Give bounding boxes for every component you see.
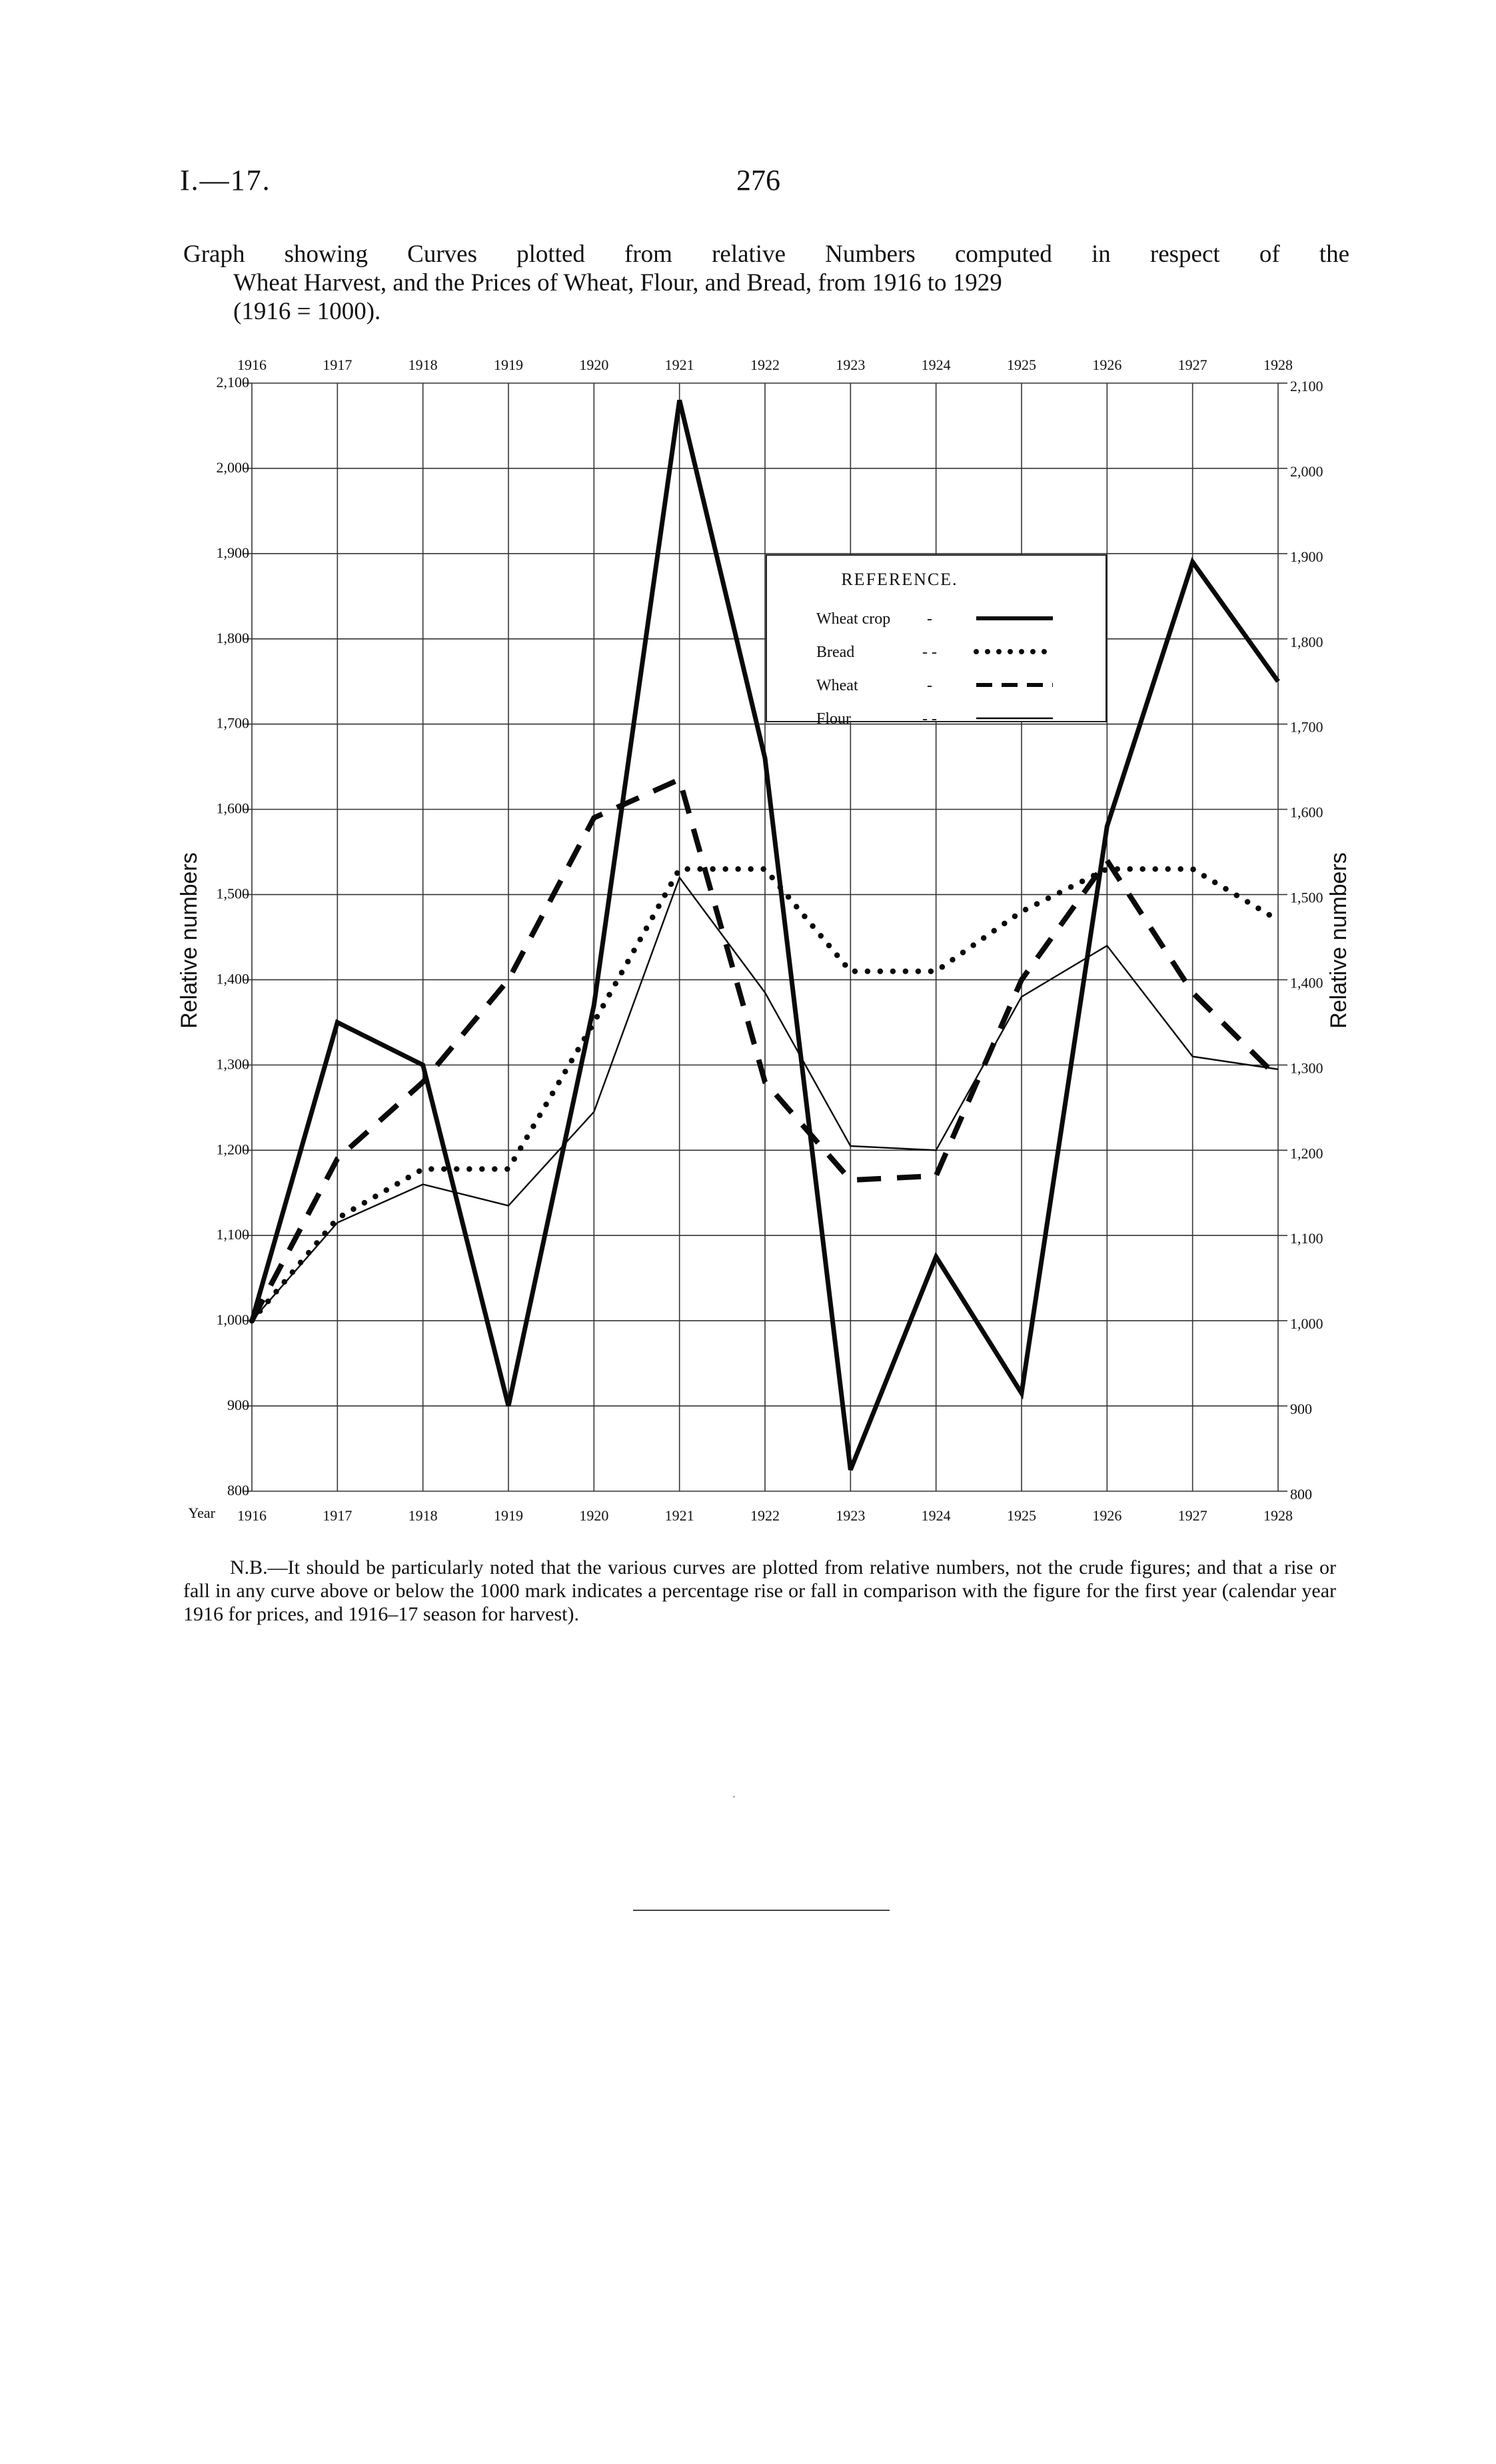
x-tick-label-top: 1921 [664, 356, 694, 373]
y-tick-label-right: 1,200 [1290, 1145, 1323, 1162]
y-tick-label-left: 1,100 [216, 1226, 249, 1243]
y-tick-label-right: 800 [1290, 1486, 1312, 1503]
x-tick-label-bottom: 1927 [1177, 1507, 1207, 1524]
title-line-2: Wheat Harvest, and the Prices of Wheat, Flour, and Bread, from 1916 to 1929 [233, 269, 1002, 297]
x-tick-label-top: 1925 [1007, 356, 1036, 373]
y-tick-label-right: 2,100 [1290, 378, 1323, 394]
y-tick-label-left: 1,800 [216, 629, 249, 646]
y-tick-label-left: 800 [227, 1482, 249, 1499]
y-tick-label-left: 1,500 [216, 885, 249, 902]
legend-separator: - - [922, 644, 937, 661]
y-tick-label-left: 1,300 [216, 1055, 249, 1073]
legend-separator: - [927, 677, 932, 694]
x-tick-label-bottom: 1918 [408, 1507, 438, 1524]
y-tick-label-left: 1,900 [216, 544, 249, 561]
x-tick-label-bottom: 1928 [1263, 1507, 1293, 1524]
y-tick-label-right: 1,800 [1290, 633, 1323, 650]
legend-label: Bread [816, 644, 855, 661]
x-tick-label-bottom: 1917 [323, 1507, 353, 1524]
x-tick-label-bottom: 1921 [664, 1507, 694, 1524]
y-tick-label-left: 2,000 [216, 458, 249, 476]
x-tick-label-top: 1918 [408, 356, 438, 373]
y-tick-label-right: 1,900 [1290, 548, 1323, 565]
grid [243, 383, 1287, 1491]
x-tick-label-top: 1927 [1177, 356, 1207, 373]
x-axis-label: Year [188, 1505, 215, 1521]
x-tick-label-top: 1923 [836, 356, 866, 373]
y-tick-label-right: 2,000 [1290, 462, 1323, 480]
title-line-1: Graph showing Curves plotted from relative Numbers computed in respect of the [183, 241, 1349, 268]
y-tick-label-right: 1,400 [1290, 974, 1323, 991]
x-tick-label-bottom: 1926 [1092, 1507, 1122, 1524]
x-tick-label-bottom: 1924 [921, 1507, 951, 1524]
x-tick-label-bottom: 1922 [750, 1507, 780, 1524]
x-tick-label-top: 1920 [579, 356, 609, 373]
x-tick-label-bottom: 1925 [1007, 1507, 1036, 1524]
x-tick-label-top: 1922 [750, 356, 780, 373]
y-tick-label-left: 1,400 [216, 970, 249, 987]
y-tick-label-right: 1,100 [1290, 1230, 1323, 1247]
legend-label: Wheat crop [816, 610, 891, 628]
footnote-text: N.B.—It should be particularly noted that the various curves are plotted from relative numbers, not the crude figures; and that a rise or fall in any curve above or below the 1000 mark indicates a percentage rise or fall in comparison with the figure for the first year (calendar year 1916 for prices, and 1916–17 season for harvest). [183, 1556, 1336, 1625]
x-tick-label-bottom: 1923 [836, 1507, 866, 1524]
x-tick-label-top: 1919 [494, 356, 523, 373]
legend-label: Flour [816, 710, 852, 728]
x-tick-label-top: 1926 [1092, 356, 1122, 373]
x-tick-label-bottom: 1919 [494, 1507, 523, 1524]
closing-rule [633, 1910, 890, 1911]
y-tick-label-right: 1,300 [1290, 1059, 1323, 1077]
y-axis-label-left: Relative numbers [177, 852, 202, 1029]
footnote-nb [183, 1556, 1336, 1626]
y-tick-label-right: 1,500 [1290, 889, 1323, 906]
y-axis-label-right: Relative numbers [1326, 852, 1351, 1029]
y-tick-label-right: 1,000 [1290, 1315, 1323, 1333]
x-tick-label-top: 1916 [237, 356, 267, 373]
legend-title: REFERENCE. [841, 570, 958, 589]
x-tick-label-bottom: 1920 [579, 1507, 609, 1524]
legend [766, 555, 1106, 728]
scan-speck [733, 1796, 735, 1798]
legend-label: Wheat [816, 677, 858, 694]
y-tick-label-left: 1,000 [216, 1311, 249, 1329]
y-tick-label-left: 900 [227, 1397, 249, 1414]
x-tick-label-bottom: 1916 [237, 1507, 267, 1524]
y-tick-label-right: 1,700 [1290, 718, 1323, 736]
legend-separator: - - [922, 710, 937, 728]
y-tick-label-left: 1,200 [216, 1141, 249, 1158]
x-tick-label-top: 1928 [1263, 356, 1293, 373]
document-reference: I.—17. [180, 164, 271, 197]
y-tick-label-left: 2,100 [216, 374, 249, 390]
y-tick-label-left: 1,600 [216, 800, 249, 817]
legend-separator: - [927, 610, 932, 628]
y-tick-label-right: 900 [1290, 1401, 1312, 1418]
tick-labels [177, 356, 1351, 1524]
title-line-3: (1916 = 1000). [233, 298, 381, 325]
x-tick-label-top: 1917 [323, 356, 353, 373]
page-number: 276 [736, 164, 780, 197]
y-tick-label-right: 1,600 [1290, 804, 1323, 821]
x-tick-label-top: 1924 [921, 356, 951, 373]
y-tick-label-left: 1,700 [216, 714, 249, 732]
